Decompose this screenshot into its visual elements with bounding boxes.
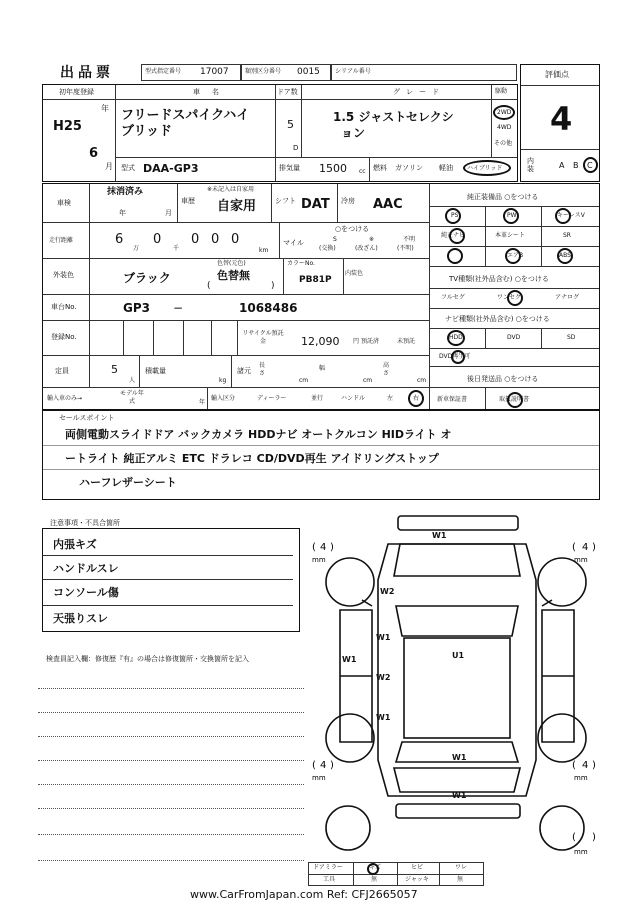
inspection-value: 抹消済み <box>107 187 144 197</box>
after-manual-circle <box>507 392 523 408</box>
mark-w1-rear-left: W1 <box>376 713 391 722</box>
size-label: 諸元 <box>237 367 251 375</box>
fuel-gasoline: ガソリン <box>395 164 423 172</box>
length-label: 長さ <box>259 362 266 377</box>
inspection-label: 車検 <box>57 199 71 207</box>
mileage-man: 万 <box>133 245 140 252</box>
color-label: 外装色 <box>53 271 74 279</box>
history-note: ※未記入は自家用 <box>207 186 255 193</box>
inspection-year: 年 <box>119 209 126 217</box>
footer-scratch: キズ <box>369 864 381 871</box>
type-number-value: 17007 <box>200 67 229 77</box>
navi-sd: SD <box>567 334 576 341</box>
type-number-label: 型式指定番号 <box>145 68 182 75</box>
sales-line-2: ートライト 純正アルミ ETC ドラレコ CD/DVD再生 アイドリングストップ <box>65 452 439 465</box>
watermark-text: www.CarFromJapan.com Ref: CFJ2665057 <box>186 888 422 901</box>
interior-a: A <box>559 161 565 170</box>
recycle-label: リサイクル預託金 <box>242 330 284 345</box>
category-number-label: 類別区分番号 <box>245 68 282 75</box>
seats-label: 定員 <box>55 367 69 375</box>
mileage-unknown: (不明) <box>397 245 414 252</box>
door-count-label: ドア数 <box>277 88 298 96</box>
svg-text:(: ( <box>312 760 316 771</box>
width-cm: cm <box>363 377 373 384</box>
tv-label: TV種類(社外品含む) ○をつける <box>449 275 549 283</box>
after-manual: 取扱説明書 <box>499 396 530 403</box>
mileage-digit-4: 0 <box>211 232 220 247</box>
equip-leather: 本革シート <box>495 232 526 239</box>
width-label: 幅 <box>319 365 326 372</box>
interior-c-circle <box>583 157 598 173</box>
footer-scratch-circle <box>367 863 379 875</box>
sheet-title: 出品票 <box>60 65 114 81</box>
color-code-value: PB81P <box>299 275 332 285</box>
recycle-yen: 円 <box>353 338 360 345</box>
registration-month: 6 <box>89 146 99 161</box>
shift-label: シフト <box>275 197 296 205</box>
mileage-km: km <box>259 247 269 254</box>
equipment-label: 純正装備品 ○をつける <box>467 193 539 201</box>
color-code-label: カラーNo. <box>287 260 315 267</box>
after-warranty: 新車保証書 <box>437 396 468 403</box>
handle-left: 左 <box>387 395 394 402</box>
height-label: 高さ <box>383 362 390 377</box>
chassis-dash: − <box>173 301 184 315</box>
tv-oneseg-circle <box>507 290 523 306</box>
fuel-hybrid: ハイブリッド <box>467 165 503 172</box>
mark-w1-bumper: W1 <box>452 791 467 800</box>
footer-crack: ヒビ <box>411 864 424 871</box>
drive-2wd: 2WD <box>497 109 512 116</box>
tire-fl-value-num: 4 <box>320 542 327 553</box>
car-name-label: 車名 <box>193 88 231 96</box>
color-paren-open: ( <box>207 281 211 291</box>
svg-text:(: ( <box>572 832 576 843</box>
history-value: 自家用 <box>217 199 257 214</box>
mark-w2-front-left: W2 <box>380 587 395 596</box>
svg-text:(: ( <box>572 760 576 771</box>
svg-text:): ) <box>330 542 334 553</box>
mile-label: マイル <box>283 239 304 247</box>
main-info-box <box>42 183 600 410</box>
tire-rr-value-num: 4 <box>582 760 589 771</box>
tire-fl-unit: mm <box>312 556 326 564</box>
height-cm: cm <box>417 377 427 384</box>
mileage-tamper: (改ざん) <box>355 245 378 252</box>
import-category-label: 輸入区分 <box>211 395 236 402</box>
score-box <box>520 64 600 182</box>
mark-w2-left: W2 <box>376 673 391 682</box>
tv-oneseg: ワンセグ <box>497 294 522 301</box>
sales-points-box <box>42 410 600 500</box>
grade-label: グレード <box>393 88 445 96</box>
mileage-digit-3: 0 <box>191 232 200 247</box>
grade-line2: ョン <box>341 126 366 140</box>
chassis-prefix: GP3 <box>123 301 150 315</box>
car-damage-diagram <box>300 510 610 880</box>
category-number-box <box>241 64 331 81</box>
type-number-box <box>141 64 241 81</box>
recycle-unpaid: 未預託 <box>397 338 416 345</box>
door-count-value: 5 <box>287 118 294 131</box>
tire-fr-unit: mm <box>574 556 588 564</box>
mileage-label: 走行距離 <box>49 237 74 244</box>
svg-text:): ) <box>592 542 596 553</box>
grade-line1: 1.5 ジャストセレクシ <box>333 110 454 124</box>
interior-color-label: 内装色 <box>345 270 364 277</box>
equip-pw-circle <box>503 208 519 224</box>
equip-sr: SR <box>563 232 571 239</box>
footer-tool-value: 無 <box>371 876 378 883</box>
cc-value: 1500 <box>319 162 347 175</box>
length-cm: cm <box>299 377 309 384</box>
model-year-unit: 年 <box>199 399 206 406</box>
equip-keyless: キーレスV <box>557 212 585 219</box>
svg-text:mm: mm <box>574 848 588 856</box>
equip-navi-circle <box>449 228 465 244</box>
navi-label: ナビ種類(社外品含む) ○をつける <box>445 315 550 323</box>
registration-month-unit: 月 <box>105 162 113 171</box>
equip-keyless-circle <box>555 208 571 224</box>
drive-4wd: 4WD <box>497 124 512 131</box>
handle-right-circle <box>408 390 424 407</box>
score-value: 4 <box>550 100 573 138</box>
cc-unit: cc <box>359 168 366 175</box>
mark-u1-roof: U1 <box>452 651 465 660</box>
regno-label: 登録No. <box>51 333 77 341</box>
car-name-line1: フリードスパイクハイ <box>121 108 250 123</box>
mark-w1-rear: W1 <box>452 753 467 762</box>
checker-label: 検査員記入欄：修復歴『有』の場合は修復箇所・交換箇所を記入 <box>46 655 249 663</box>
tire-fl-value: ( <box>312 542 316 553</box>
sales-line-1: 両側電動スライドドア バックカメラ HDDナビ オートクルコン HIDライト オ <box>65 428 452 441</box>
serial-number-label: シリアル番号 <box>335 68 371 75</box>
score-label: 評価点 <box>545 70 569 79</box>
navi-hdd-circle <box>447 330 465 346</box>
car-name-line2: ブリッド <box>121 124 172 139</box>
history-label: 車歴 <box>181 197 195 205</box>
note-item-1: 内張キズ <box>53 538 97 551</box>
recycle-paid: 預託済 <box>361 338 380 345</box>
handle-label: ハンドル <box>341 395 366 402</box>
mileage-mark-label: ○をつける <box>335 225 370 233</box>
equip-abs: ABS <box>559 252 571 259</box>
shift-value: DAT <box>301 197 330 212</box>
tire-rr-unit: mm <box>574 774 588 782</box>
interior-label: 内装 <box>527 157 534 173</box>
notes-label: 注意事項・不具合箇所 <box>50 519 120 527</box>
mileage-swap: (交換) <box>319 245 336 252</box>
model-value: DAA-GP3 <box>143 162 199 175</box>
equip-airbag-circle <box>505 248 524 264</box>
mileage-swap-top: S <box>333 236 337 243</box>
color-value: ブラック <box>123 271 171 285</box>
import-dealer: ディーラー <box>257 395 287 402</box>
load-kg: kg <box>219 377 227 384</box>
equip-ps: PS <box>451 212 459 219</box>
serial-number-box <box>331 64 517 81</box>
note-item-2: ハンドルスレ <box>53 562 119 575</box>
chassis-number: 1068486 <box>239 301 298 315</box>
drive-2wd-circle <box>493 105 515 120</box>
sales-line-3: ハーフレザーシート <box>79 476 177 489</box>
mark-w1-front: W1 <box>432 531 447 540</box>
registration-year-unit: 年 <box>101 104 109 113</box>
seats-unit: 人 <box>129 377 136 384</box>
inspection-month: 月 <box>165 209 172 217</box>
mileage-digit-5: 0 <box>231 232 240 247</box>
navi-hdd: HDD <box>449 334 463 341</box>
interior-c: C <box>587 161 593 170</box>
mark-w1-left-door: W1 <box>376 633 391 642</box>
mileage-sen: 千 <box>173 245 180 252</box>
footer-jack: ジャッキ <box>405 876 429 883</box>
fuel-diesel: 軽油 <box>439 164 453 172</box>
ac-value: AAC <box>373 197 403 212</box>
color-swap-label: 色替(元色) <box>217 260 246 267</box>
chassis-label: 車台No. <box>51 303 77 311</box>
equip-ps-circle <box>445 208 461 224</box>
svg-text:(: ( <box>572 542 576 553</box>
door-count-suffix: D <box>293 144 299 152</box>
category-number-value: 0015 <box>297 67 320 77</box>
registration-box <box>42 84 518 182</box>
ac-label: 冷房 <box>341 197 355 205</box>
equip-navi: 純正ナビ <box>441 232 466 239</box>
navi-dvd: DVD <box>507 334 521 341</box>
equip-airbag: エアB <box>507 252 524 259</box>
tv-fullseg: フルセグ <box>441 294 465 301</box>
import-parallel: 並行 <box>311 395 324 402</box>
sales-points-label: セールスポイント <box>59 414 115 422</box>
seats-value: 5 <box>111 363 118 376</box>
mileage-tamper-top: ※ <box>369 236 375 243</box>
tire-fr-value-num: 4 <box>582 542 589 553</box>
equip-pw: PW <box>507 212 517 219</box>
equip-security-circle <box>447 248 463 264</box>
dvd-playback-circle <box>451 350 465 364</box>
svg-text:): ) <box>330 760 334 771</box>
cc-label: 排気量 <box>279 164 300 172</box>
footer-jack-value: 無 <box>457 876 464 883</box>
svg-text:): ) <box>592 760 596 771</box>
note-item-3: コンソール傷 <box>53 586 119 599</box>
tv-analog: アナログ <box>555 294 580 301</box>
dvd-playback: DVD再生可 <box>439 353 471 360</box>
mileage-digit-1: 6 <box>115 232 124 247</box>
color-swap-value: 色替無 <box>217 269 250 282</box>
model-year-label: モデル年式 <box>120 390 144 405</box>
color-paren-close: ) <box>271 281 275 291</box>
drive-other: その他 <box>494 140 513 147</box>
registration-year: H25 <box>53 119 82 134</box>
mileage-unknown-top: 不明 <box>403 236 416 243</box>
import-label: 輸入車のみ→ <box>47 395 83 402</box>
note-item-4: 天張りスレ <box>53 612 108 625</box>
footer-break: ワレ <box>455 864 468 871</box>
tire-rl-unit: mm <box>312 774 326 782</box>
after-label: 後日発送品 ○をつける <box>467 375 539 383</box>
mirror-table <box>308 862 484 886</box>
handle-right: 右 <box>413 395 420 402</box>
interior-b: B <box>573 161 579 170</box>
load-label: 積載量 <box>145 367 166 375</box>
footer-tool: 工具 <box>323 876 336 883</box>
fuel-label: 燃料 <box>373 164 387 172</box>
drive-label: 駆動 <box>495 88 508 95</box>
tire-rl-value-num: 4 <box>320 760 327 771</box>
equip-abs-circle <box>557 248 573 264</box>
registration-label: 初年度登録 <box>59 88 94 96</box>
mileage-digit-2: 0 <box>153 232 162 247</box>
svg-text:): ) <box>592 832 596 843</box>
footer-mirror: ドアミラー <box>313 864 343 871</box>
recycle-value: 12,090 <box>301 335 340 348</box>
notes-box <box>42 528 300 632</box>
fuel-hybrid-circle <box>463 160 511 176</box>
model-label: 型式 <box>121 164 135 172</box>
mark-w1-left: W1 <box>342 655 357 664</box>
